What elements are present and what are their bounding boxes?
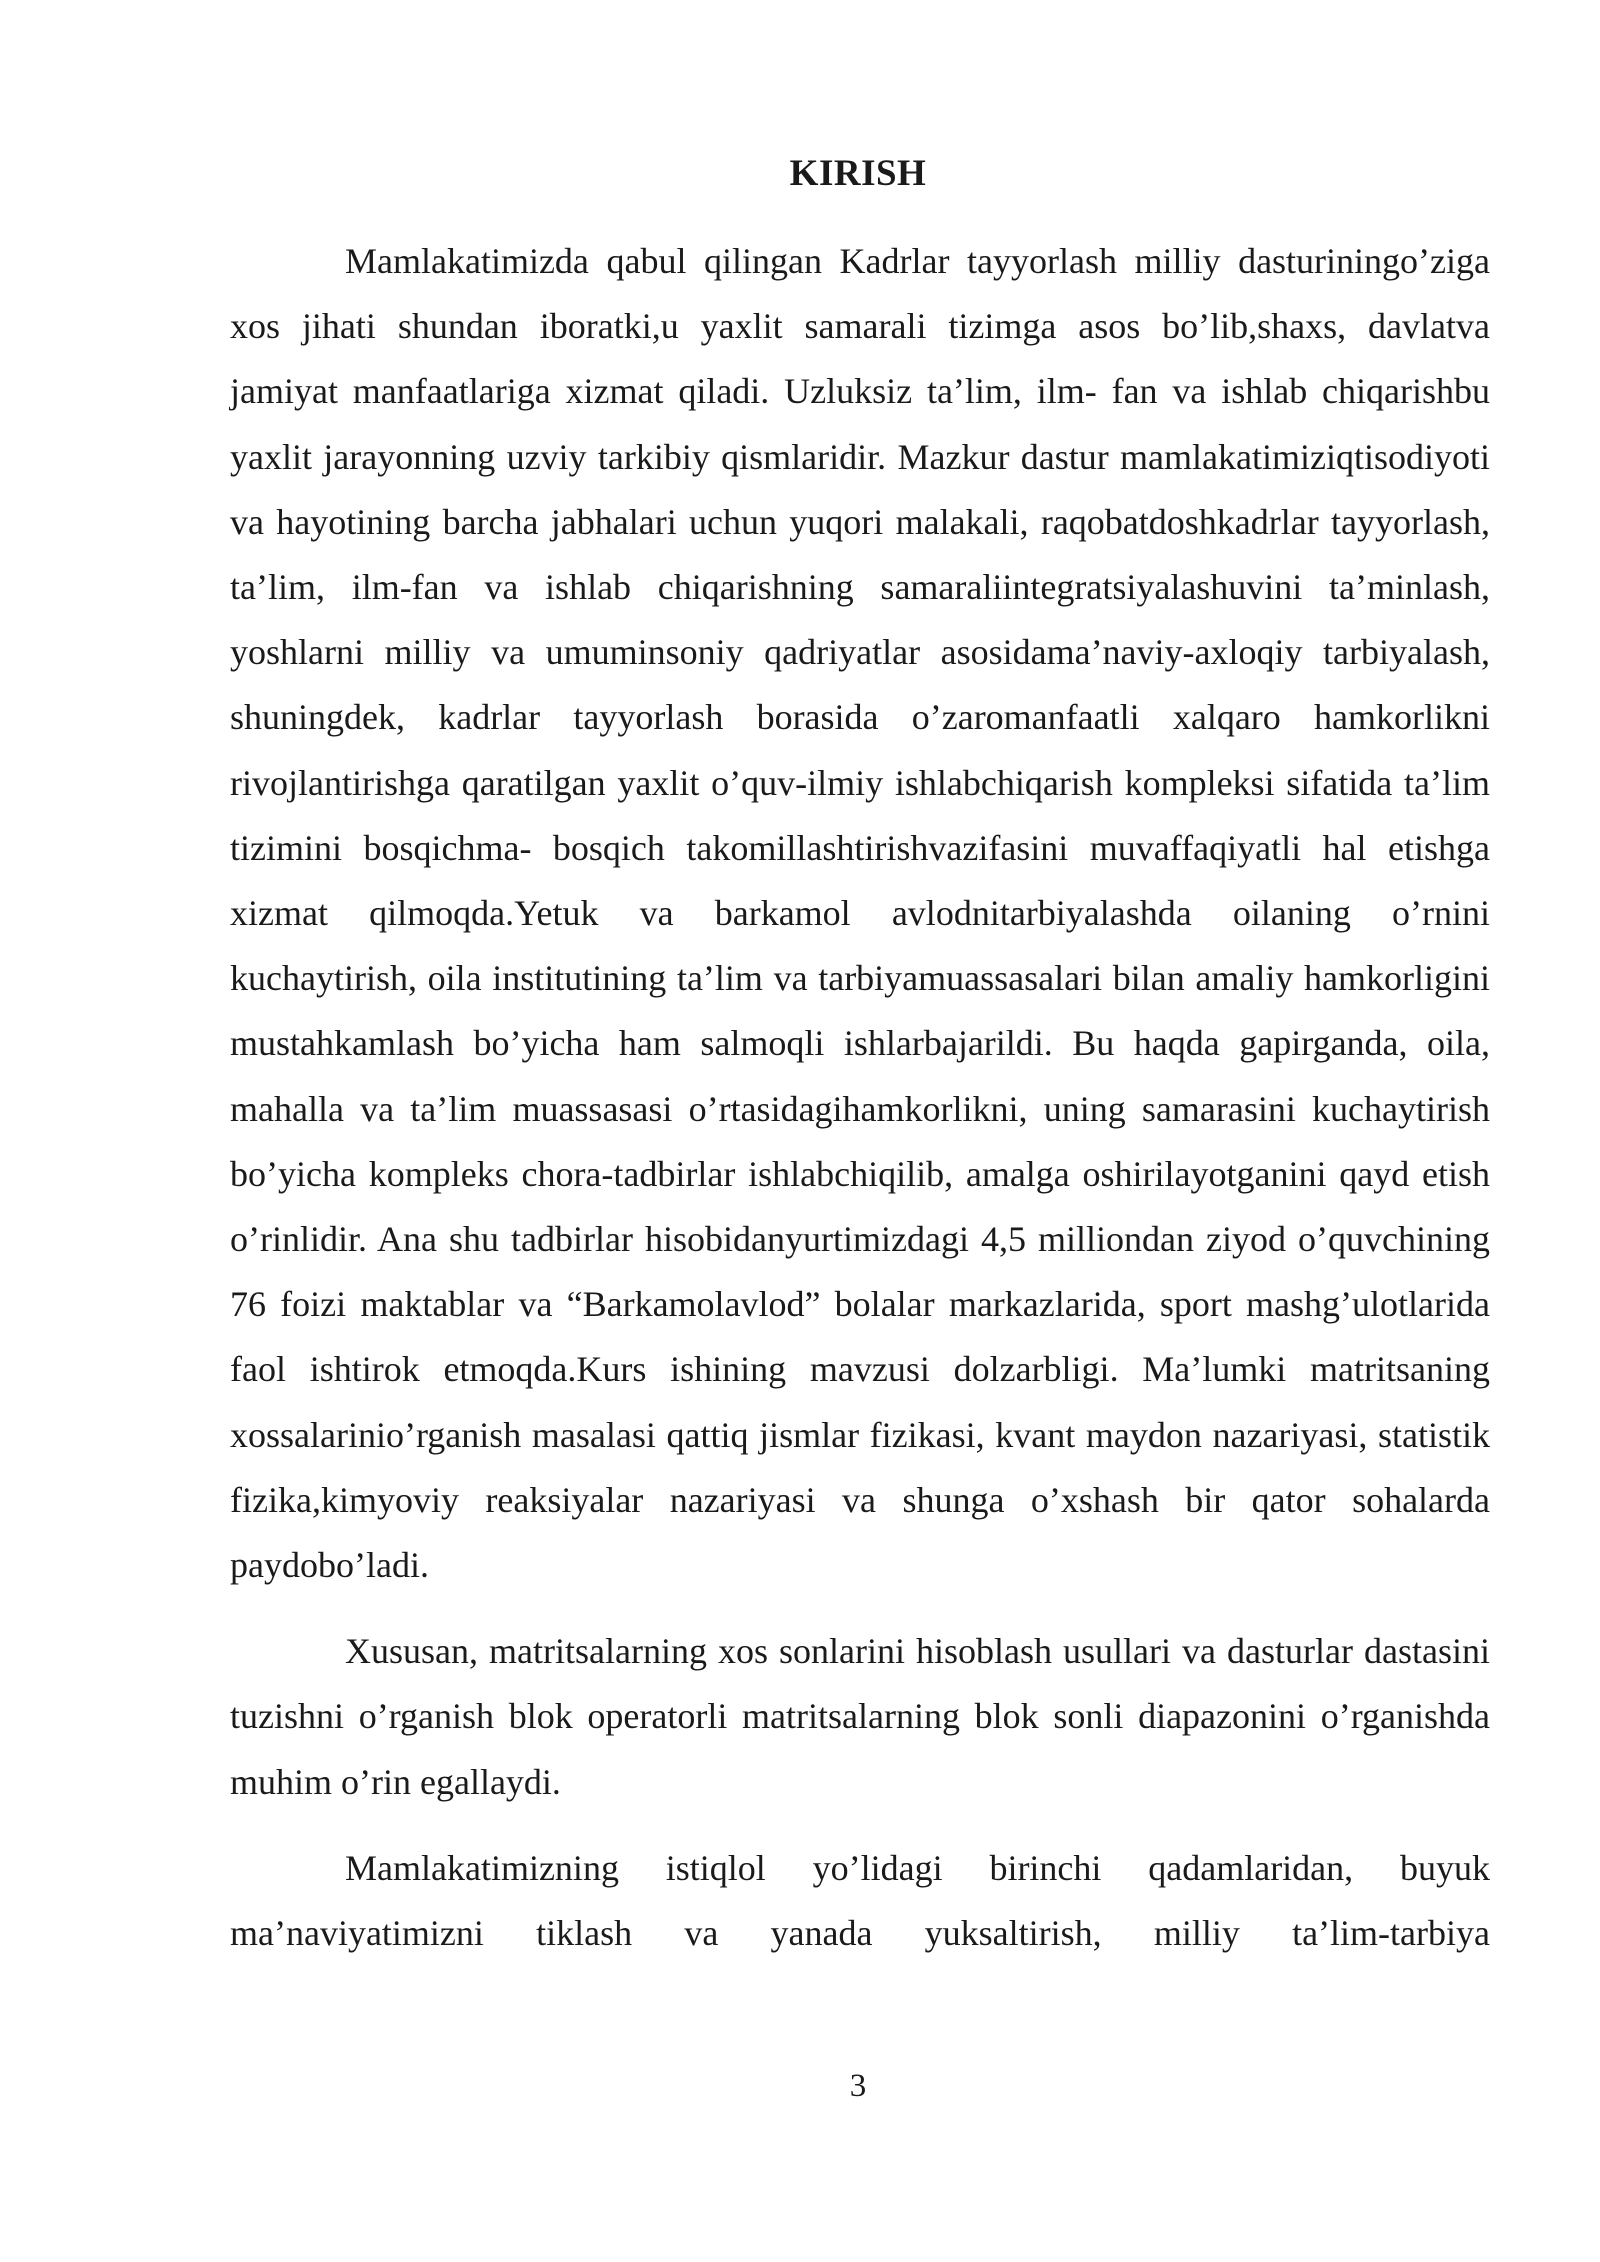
paragraph-independence: Mamlakatimizning istiqlol yo’lidagi birinchi qadamlaridan, buyuk ma’naviyatimizni tiklash va yanada yuksaltirish, milliy ta’lim-tarbiya: [230, 1847, 1490, 1954]
paragraph-matrices: Xususan, matritsalarning xos sonlarini hisoblash usullari va dasturlar dastasini tuzishni o’rganish blok operatorli matritsalarning blok sonli diapazonini o’rganishda muhim o’rin egallaydi.: [230, 1631, 1490, 1802]
page-number: 3: [849, 2068, 867, 2104]
section-title: KIRISH: [789, 153, 927, 194]
paragraph-intro: Mamlakatimizda qabul qilingan Kadrlar tayyorlash milliy dasturiningo’ziga xos jihati shundan iboratki,u yaxlit samarali tizimga asos bo’lib,shaxs, davlatva jamiyat manfaatlariga xizmat qiladi. Uzluksiz ta’lim, ilm- fan va ishlab chiqarishbu yaxlit jarayonning uzviy tarkibiy qismlaridir. Mazkur dastur mamlakatimiziqtisodiyoti va hayotining barcha jabhalari uchun yuqori malakali, raqobatdoshkadrlar tayyorlash, ta’lim, ilm-fan va ishlab chiqarishning samaraliintegratsiyalashuvini ta’minlash, yoshlarni milliy va umuminsoniy qadriyatlar asosidama’naviy-axloqiy tarbiyalash, shuningdek, kadrlar tayyorlash borasida o’zaromanfaatli xalqaro hamkorlikni rivojlantirishga qaratilgan yaxlit o’quv-ilmiy ishlabchiqarish kompleksi sifatida ta’lim tizimini bosqichma- bosqich takomillashtirishvazifasini muvaffaqiyatli hal etishga xizmat qilmoqda.Yetuk va barkamol avlodnitarbiyalashda oilaning o’rnini kuchaytirish, oila institutining ta’lim va tarbiyamuassasalari bilan amaliy hamkorligini mustahkamlash bo’yicha ham salmoqli ishlarbajarildi. Bu haqda gapirganda, oila, mahalla va ta’lim muassasasi o’rtasidagihamkorlikni, uning samarasini kuchaytirish bo’yicha kompleks chora-tadbirlar ishlabchiqilib, amalga oshirilayotganini qayd etish o’rinlidir. Ana shu tadbirlar hisobidanyurtimizdagi 4,5 milliondan ziyod o’quvchining 76 foizi maktablar va “Barkamolavlod” bolalar markazlarida, sport mashg’ulotlarida faol ishtirok etmoqda.Kurs ishining mavzusi dolzarbligi. Ma’lumki matritsaning xossalarinio’rganish masalasi qattiq jismlar fizikasi, kvant maydon nazariyasi, statistik fizika,kimyoviy reaksiyalar nazariyasi va shunga o’xshash bir qator sohalarda paydobo’ladi.: [230, 241, 1490, 1586]
body-text: [230, 229, 1490, 1987]
